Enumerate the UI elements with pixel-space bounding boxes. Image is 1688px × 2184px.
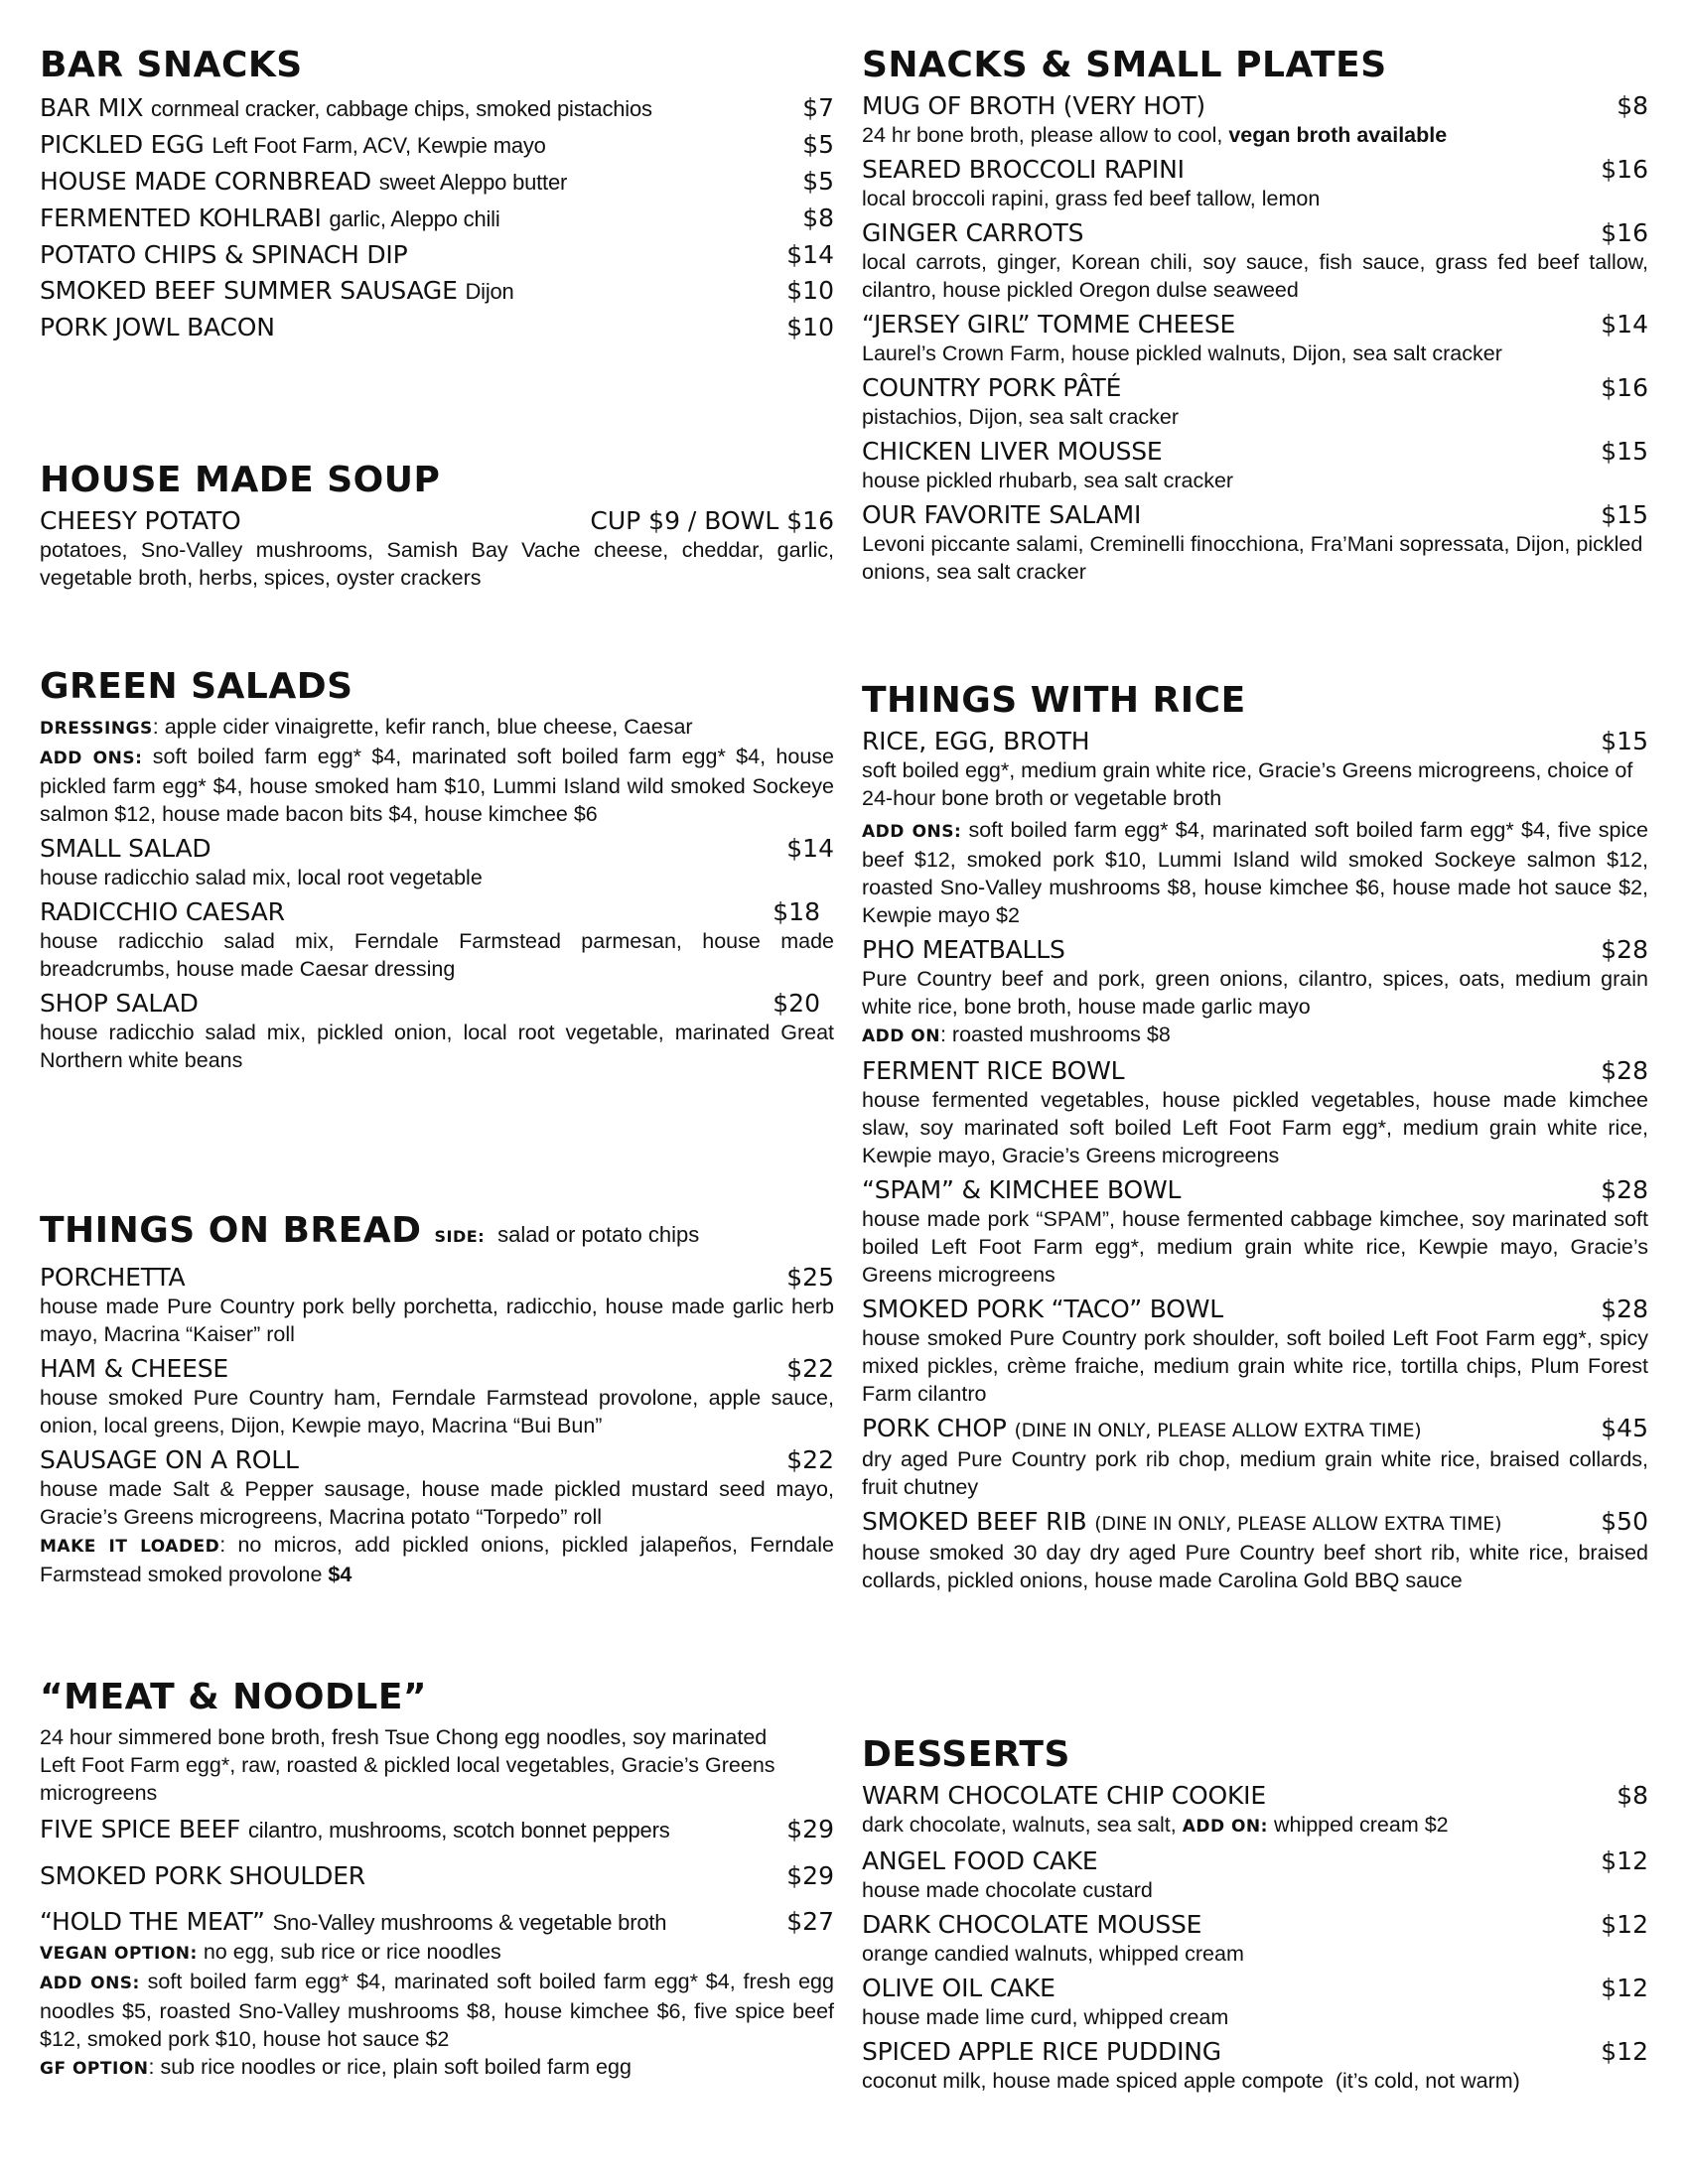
item-price: $8 <box>1617 1781 1648 1810</box>
item-name: POTATO CHIPS & SPINACH DIP <box>40 240 408 269</box>
menu-item <box>862 727 1648 812</box>
item-price: $28 <box>1601 1175 1648 1204</box>
menu-item <box>40 313 834 342</box>
item-price: $16 <box>1601 155 1648 184</box>
item-price: $16 <box>1601 373 1648 402</box>
menu-item <box>40 506 834 592</box>
addons-label: ADD ONS: <box>40 1974 140 1993</box>
menu-item <box>862 1507 1648 1594</box>
addons-text: soft boiled farm egg* $4, marinated soft boiled farm egg* $4, house pickled farm egg* $4, house smoked ham $10, Lummi Island wild smoked Sockeye salmon $12, house made bacon bits $4, house kimchee $6 <box>40 745 834 826</box>
item-note: Left Foot Farm, ACV, Kewpie mayo <box>211 133 546 158</box>
item-price: $12 <box>1601 1974 1648 2002</box>
item-description: house made lime curd, whipped cream <box>862 2005 1229 2029</box>
menu-item <box>862 1056 1648 1169</box>
menu-item <box>862 1781 1648 1841</box>
item-price: $14 <box>786 834 834 863</box>
item-name: DARK CHOCOLATE MOUSSE <box>862 1910 1202 1939</box>
item-name: HAM & CHEESE <box>40 1354 228 1383</box>
item-name: PORCHETTA <box>40 1263 186 1292</box>
addon-line <box>862 1021 1648 1050</box>
item-name: CHICKEN LIVER MOUSSE <box>862 437 1163 466</box>
item-price: $7 <box>802 93 834 122</box>
dressings-text: : apple cider vinaigrette, kefir ranch, blue cheese, Caesar <box>152 715 693 739</box>
side-text: salad or potato chips <box>497 1222 700 1247</box>
bar-snacks-section <box>40 44 834 342</box>
menu-item <box>862 373 1648 431</box>
menu-item <box>40 989 834 1074</box>
item-description: house made chocolate custard <box>862 1878 1153 1902</box>
section-title: DESSERTS <box>862 1734 1070 1775</box>
item-price: $10 <box>786 313 834 341</box>
item-description: Laurel’s Crown Farm, house pickled walnuts, Dijon, sea salt cracker <box>862 341 1502 365</box>
item-name: COUNTRY PORK PÂTÉ <box>862 373 1122 402</box>
item-description: house smoked Pure Country ham, Ferndale Farmstead provolone, apple sauce, onion, local greens, Dijon, Kewpie mayo, Macrina “Bui Bun” <box>40 1386 834 1437</box>
vegan-label: VEGAN OPTION: <box>40 1944 198 1964</box>
menu-item <box>862 1414 1648 1501</box>
menu-item <box>40 1907 834 1938</box>
menu-item <box>40 276 834 307</box>
gf-line <box>40 2053 834 2083</box>
item-price: $15 <box>1601 500 1648 529</box>
item-name: HOUSE MADE CORNBREAD <box>40 167 371 196</box>
noodle-section <box>40 1676 834 2083</box>
menu-item <box>40 1263 834 1348</box>
item-note: cilantro, mushrooms, scotch bonnet peppers <box>248 1818 670 1843</box>
addons-label: ADD ONS: <box>862 822 962 842</box>
addons-text: soft boiled farm egg* $4, marinated soft boiled farm egg* $4, five spice beef $12, smoked pork $10, Lummi Island wild smoked Sockeye salmon $12, roasted Sno-Valley mushrooms $8, house kimchee $6, house made hot sauce $2, Kewpie mayo $2 <box>862 818 1648 927</box>
item-name: OLIVE OIL CAKE <box>862 1974 1055 2002</box>
menu-item <box>40 1445 834 1531</box>
item-name: “JERSEY GIRL” TOMME CHEESE <box>862 310 1236 339</box>
section-title <box>40 1209 834 1259</box>
addons-label: ADD ONS: <box>40 749 143 768</box>
item-description: pistachios, Dijon, sea salt cracker <box>862 405 1180 429</box>
item-price: $27 <box>786 1907 834 1936</box>
menu-item <box>40 130 834 161</box>
item-note: sweet Aleppo butter <box>378 170 568 195</box>
addons-line <box>40 1968 834 2053</box>
item-price: $10 <box>786 276 834 305</box>
desc-text: 24 hr bone broth, please allow to cool, <box>862 123 1223 147</box>
item-name: RADICCHIO CAESAR <box>40 897 285 926</box>
item-price: $15 <box>1601 727 1648 755</box>
item-description: house fermented vegetables, house pickled vegetables, house made kimchee slaw, soy marinated soft boiled Left Foot Farm egg*, medium grain white rice, Kewpie mayo, Gracie’s Greens microgreens <box>862 1088 1648 1167</box>
item-description: house made Salt & Pepper sausage, house made pickled mustard seed mayo, Gracie’s Greens microgreens, Macrina potato “Torpedo” roll <box>40 1477 834 1529</box>
item-price: $18 <box>773 897 820 926</box>
menu-item <box>862 500 1648 586</box>
item-price: $8 <box>1617 91 1648 120</box>
item-name: FERMENTED KOHLRABI <box>40 204 322 232</box>
noodle-intro: 24 hour simmered bone broth, fresh Tsue Chong egg noodles, soy marinated Left Foot Farm egg*, raw, roasted & pickled local vegetables, Gracie’s Greens microgreens <box>40 1725 775 1805</box>
menu-item <box>862 2037 1648 2095</box>
item-description: potatoes, Sno-Valley mushrooms, Samish Bay Vache cheese, cheddar, garlic, vegetable broth, herbs, spices, oyster crackers <box>40 538 834 590</box>
item-note: Dijon <box>465 279 514 304</box>
desc-bold: vegan broth available <box>1228 123 1448 147</box>
item-price: $22 <box>786 1445 834 1474</box>
item-price: $22 <box>786 1354 834 1383</box>
item-price: $29 <box>786 1861 834 1890</box>
menu-item <box>862 437 1648 494</box>
item-description: dry aged Pure Country pork rib chop, medium grain white rice, braised collards, fruit chutney <box>862 1447 1648 1499</box>
item-price: CUP $9 / BOWL $16 <box>590 506 834 535</box>
menu-item <box>862 1295 1648 1408</box>
item-name: FIVE SPICE BEEF <box>40 1815 241 1843</box>
item-description: orange candied walnuts, whipped cream <box>862 1942 1244 1966</box>
dressings-line <box>40 713 834 743</box>
item-name: SPICED APPLE RICE PUDDING <box>862 2037 1221 2066</box>
item-price: $14 <box>786 240 834 269</box>
desc-text: dark chocolate, walnuts, sea salt, <box>862 1813 1177 1837</box>
menu-item <box>40 93 834 124</box>
section-title: “MEAT & NOODLE” <box>40 1677 428 1717</box>
menu-item <box>862 935 1648 1050</box>
item-description <box>862 121 1648 149</box>
item-price: $5 <box>802 130 834 159</box>
dressings-label: DRESSINGS <box>40 719 153 739</box>
item-description: coconut milk, house made spiced apple compote (it’s cold, not warm) <box>862 2069 1520 2093</box>
menu-item <box>862 1974 1648 2031</box>
item-name: SMOKED PORK SHOULDER <box>40 1861 365 1890</box>
section-title-text: THINGS ON BREAD <box>40 1210 422 1251</box>
side-label: SIDE: <box>434 1227 486 1246</box>
item-description: house made Pure Country pork belly porchetta, radicchio, house made garlic herb mayo, Macrina “Kaiser” roll <box>40 1295 834 1346</box>
bread-section <box>40 1209 834 1588</box>
item-name: CHEESY POTATO <box>40 506 241 535</box>
item-name: FERMENT RICE BOWL <box>862 1056 1125 1085</box>
item-name: SMOKED PORK “TACO” BOWL <box>862 1295 1223 1323</box>
item-description: house radicchio salad mix, pickled onion, local root vegetable, marinated Great Northern white beans <box>40 1021 834 1072</box>
item-name: BAR MIX <box>40 93 144 122</box>
item-description: house radicchio salad mix, local root vegetable <box>40 866 483 889</box>
item-price: $12 <box>1601 1910 1648 1939</box>
item-description: Pure Country beef and pork, green onions, cilantro, spices, oats, medium grain white rice, bone broth, house made garlic mayo <box>862 967 1648 1019</box>
item-description: house pickled rhubarb, sea salt cracker <box>862 469 1234 492</box>
item-price: $28 <box>1601 1056 1648 1085</box>
item-price: $8 <box>802 204 834 232</box>
loaded-text: : no micros, add pickled onions, pickled jalapeños, Ferndale Farmstead smoked provolone <box>40 1533 834 1586</box>
rice-section <box>862 679 1648 1594</box>
menu-item <box>862 155 1648 212</box>
menu-item <box>862 310 1648 367</box>
item-price: $28 <box>1601 1295 1648 1323</box>
item-price: $16 <box>1601 218 1648 247</box>
vegan-line <box>40 1938 834 1968</box>
item-name: PHO MEATBALLS <box>862 935 1065 964</box>
item-name: PICKLED EGG <box>40 130 205 159</box>
item-price: $20 <box>773 989 820 1018</box>
item-name: ANGEL FOOD CAKE <box>862 1846 1098 1875</box>
item-description <box>862 1811 1648 1841</box>
section-title: SNACKS & SMALL PLATES <box>862 45 1387 85</box>
section-title: GREEN SALADS <box>40 666 353 707</box>
item-price: $25 <box>786 1263 834 1292</box>
item-description: local carrots, ginger, Korean chili, soy sauce, fish sauce, grass fed beef tallow, cilantro, house pickled Oregon dulse seaweed <box>862 250 1648 302</box>
item-price: $50 <box>1601 1507 1648 1536</box>
item-note: cornmeal cracker, cabbage chips, smoked pistachios <box>151 96 652 121</box>
item-name: SEARED BROCCOLI RAPINI <box>862 155 1185 184</box>
loaded-line <box>40 1531 834 1588</box>
item-name: “SPAM” & KIMCHEE BOWL <box>862 1175 1182 1204</box>
item-description: house made pork “SPAM”, house fermented cabbage kimchee, soy marinated soft boiled Left Foot Farm egg*, medium grain white rice, Kewpie mayo, Gracie’s Greens microgreens <box>862 1207 1648 1287</box>
menu-item <box>40 167 834 198</box>
section-title: BAR SNACKS <box>40 45 303 85</box>
item-price: $45 <box>1601 1414 1648 1442</box>
item-name: SMALL SALAD <box>40 834 211 863</box>
item-name: SMOKED BEEF RIB <box>862 1507 1087 1536</box>
item-description: house radicchio salad mix, Ferndale Farmstead parmesan, house made breadcrumbs, house made Caesar dressing <box>40 929 834 981</box>
loaded-price: $4 <box>328 1563 352 1586</box>
menu-item <box>40 897 834 983</box>
item-name: MUG OF BROTH (VERY HOT) <box>862 91 1205 120</box>
menu-item <box>862 91 1648 149</box>
section-title: HOUSE MADE SOUP <box>40 460 441 500</box>
item-description: Levoni piccante salami, Creminelli finocchiona, Fra’Mani sopressata, Dijon, pickled onions, sea salt cracker <box>862 532 1643 584</box>
item-description: local broccoli rapini, grass fed beef tallow, lemon <box>862 187 1321 210</box>
menu-item <box>40 204 834 234</box>
addon-text: whipped cream $2 <box>1273 1813 1449 1837</box>
item-name: SHOP SALAD <box>40 989 199 1018</box>
menu-item <box>40 1354 834 1439</box>
item-name: RICE, EGG, BROTH <box>862 727 1090 755</box>
item-name: SAUSAGE ON A ROLL <box>40 1445 299 1474</box>
item-price: $5 <box>802 167 834 196</box>
item-price: $12 <box>1601 2037 1648 2066</box>
item-description: house smoked 30 day dry aged Pure Country beef short rib, white rice, braised collards, pickled onions, house made Carolina Gold BBQ sauce <box>862 1541 1648 1592</box>
item-condition: (DINE IN ONLY, PLEASE ALLOW EXTRA TIME) <box>1014 1420 1422 1441</box>
vegan-text: no egg, sub rice or rice noodles <box>203 1940 501 1964</box>
menu-item <box>40 1861 834 1891</box>
item-note: Sno-Valley mushrooms & vegetable broth <box>272 1910 667 1935</box>
menu-item <box>40 1815 834 1845</box>
item-price: $28 <box>1601 935 1648 964</box>
gf-label: GF OPTION <box>40 2059 149 2079</box>
item-price: $14 <box>1601 310 1648 339</box>
item-price: $15 <box>1601 437 1648 466</box>
loaded-label: MAKE IT LOADED <box>40 1537 220 1557</box>
gf-text: : sub rice noodles or rice, plain soft boiled farm egg <box>148 2055 632 2079</box>
menu-item <box>862 1910 1648 1968</box>
item-note: garlic, Aleppo chili <box>329 206 500 231</box>
item-description: house smoked Pure Country pork shoulder, soft boiled Left Foot Farm egg*, spicy mixed pickles, crème fraiche, medium grain white rice, tortilla chips, Plum Forest Farm cilantro <box>862 1326 1648 1406</box>
item-name: PORK JOWL BACON <box>40 313 275 341</box>
item-price: $29 <box>786 1815 834 1843</box>
addon-label: ADD ON <box>862 1026 940 1046</box>
desserts-section <box>862 1733 1648 2095</box>
item-price: $12 <box>1601 1846 1648 1875</box>
addon-label: ADD ON: <box>1182 1817 1268 1837</box>
item-description: soft boiled egg*, medium grain white rice, Gracie’s Greens microgreens, choice of 24-hour bone broth or vegetable broth <box>862 758 1633 810</box>
menu-item <box>40 834 834 891</box>
item-name: OUR FAVORITE SALAMI <box>862 500 1142 529</box>
salads-section <box>40 665 834 1074</box>
addon-text: : roasted mushrooms $8 <box>939 1023 1171 1046</box>
item-name: “HOLD THE MEAT” <box>40 1907 265 1936</box>
menu-item <box>40 240 834 270</box>
small-plates-section <box>862 44 1648 586</box>
menu-item <box>862 1175 1648 1289</box>
item-condition: (DINE IN ONLY, PLEASE ALLOW EXTRA TIME) <box>1094 1513 1502 1535</box>
addons-line <box>40 743 834 828</box>
soup-section <box>40 459 834 592</box>
item-name: SMOKED BEEF SUMMER SAUSAGE <box>40 276 458 305</box>
addons-text: soft boiled farm egg* $4, marinated soft boiled farm egg* $4, fresh egg noodles $5, roasted Sno-Valley mushrooms $8, house kimchee $6, five spice beef $12, smoked pork $10, house hot sauce $2 <box>40 1970 834 2051</box>
item-name: GINGER CARROTS <box>862 218 1084 247</box>
section-title: THINGS WITH RICE <box>862 680 1246 721</box>
item-name: PORK CHOP <box>862 1414 1007 1442</box>
menu-item <box>862 1846 1648 1904</box>
addons-line <box>862 816 1648 929</box>
menu-item <box>862 218 1648 304</box>
item-name: WARM CHOCOLATE CHIP COOKIE <box>862 1781 1266 1810</box>
